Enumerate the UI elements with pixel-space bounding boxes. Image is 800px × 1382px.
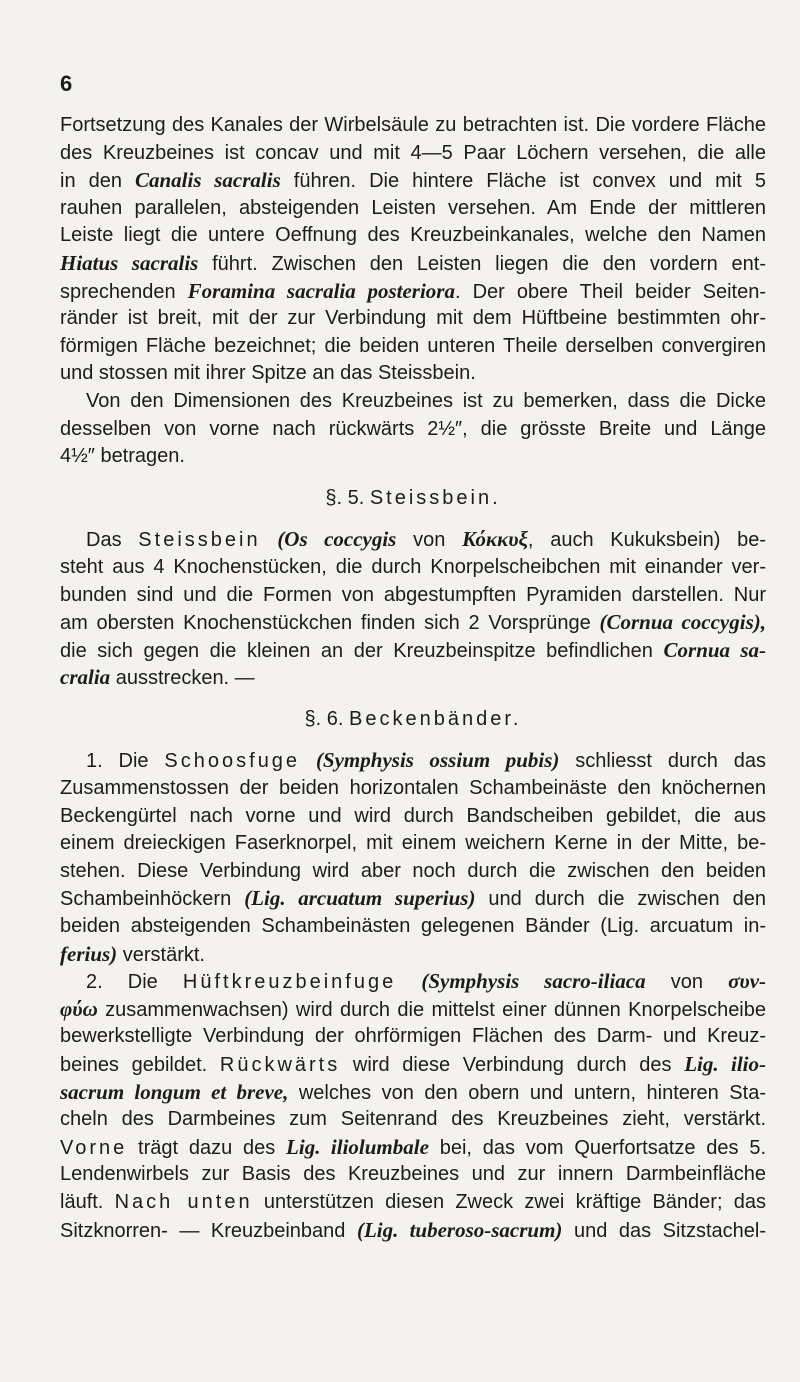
latin-term: (Lig. tuberoso-sacrum) [356,1217,563,1242]
paragraph-sacroiliac-joint [60,968,766,1244]
latin-term: cralia [60,665,111,690]
text-line: die sich gegen die kleinen an der Kreuzbeinspitze befindlichen Cornua sa- [60,637,767,662]
text-line: stehen. Diese Verbindung wird aber noch durch die zwischen den beiden [60,859,766,882]
greek-term: συν- [728,969,767,994]
page-number: 6 [60,71,73,96]
page-body [60,112,766,1244]
text-line: cralia ausstrecken. — [60,665,255,690]
text-line: Das Steissbein (Os coccygis von Κόκκυξ, auch Kukuksbein) be- [86,527,767,552]
latin-term: Cornua sa- [663,637,767,662]
latin-term: (Os coccygis [277,527,397,552]
text-line: desselben von vorne nach rückwärts 2½″, die grösste Breite und Länge [60,417,766,440]
text-line: sacrum longum et breve, welches von den obern und untern, hinteren Sta- [60,1079,766,1104]
text-line: ferius) verstärkt. [60,941,205,966]
text-line: Sitzknorren- — Kreuzbeinband (Lig. tuberoso-sacrum) und das Sitzstachel- [60,1217,767,1242]
text-line: steht aus 4 Knochenstücken, die durch Knorpelscheibchen mit einander ver- [60,555,766,578]
latin-term: sacrum longum et breve, [60,1079,289,1104]
text-line: am obersten Knochenstückchen finden sich 2 Vorsprünge (Cornua coccygis), [60,610,766,635]
text-line: rauhen parallelen, absteigenden Leisten versehen. Am Ende der mittleren [60,196,766,219]
text-line: des Kreuzbeines ist concav und mit 4—5 Paar Löchern versehen, die alle [60,141,766,164]
greek-term: Κόκκυξ [462,527,528,552]
paragraph-sacrum-dimensions [60,388,766,471]
text-line: sprechenden Foramina sacralia posteriora. Der obere Theil beider Seiten- [60,278,766,303]
paragraph-coccyx [60,526,766,692]
text-line: bunden sind und die Formen von abgestumpften Pyramiden darstellen. Nur [60,583,766,606]
latin-term: ferius) [60,941,118,966]
section-heading-5: §. 5. Steissbein. [325,486,501,509]
latin-term: Canalis sacralis [135,168,281,193]
text-line: förmigen Fläche bezeichnet; die beiden unteren Theile derselben convergiren [60,334,766,357]
latin-term: Lig. ilio- [684,1052,766,1076]
text-line: Leiste liegt die untere Oeffnung des Kreuzbeinkanales, welche den Namen [60,224,766,247]
text-line: cheln des Darmbeines zum Seitenrand des Kreuzbeines zieht, verstärkt. [60,1108,766,1131]
latin-term: Foramina sacralia posteriora [187,278,455,303]
text-line: einem dreieckigen Faserknorpel, mit einem weichern Kerne in der Mitte, be- [60,832,766,855]
text-line: ränder ist breit, mit der zur Verbindung mit dem Hüftbeine bestimmten ohr- [60,307,766,330]
section-title: Steissbein. [369,486,501,509]
text-line: Lendenwirbels zur Basis des Kreuzbeines und zur innern Darmbeinfläche [60,1163,766,1186]
text-line: Zusammenstossen der beiden horizontalen Schambeinäste den knöchernen [60,777,766,800]
text-line: beiden absteigenden Schambeinästen gelegenen Bänder (Lig. arcuatum in- [60,915,766,938]
text-line: Von den Dimensionen des Kreuzbeines ist zu bemerken, dass die Dicke [86,389,766,412]
latin-term: (Lig. arcuatum superius) [244,886,476,911]
text-line: Vorne trägt dazu des Lig. iliolumbale bei, das vom Querfortsatze des 5. [60,1134,766,1159]
text-line: bewerkstelligte Verbindung der ohrförmigen Flächen des Darm- und Kreuz- [60,1025,766,1048]
latin-term: (Symphysis ossium pubis) [315,748,560,773]
latin-term: Hiatus sacralis [60,250,199,275]
text-line: Schambeinhöckern (Lig. arcuatum superius) und durch die zwischen den [60,886,767,911]
text-line: Beckengürtel nach vorne und wird durch Bandscheiben gebildet, die aus [60,804,766,827]
text-line: Fortsetzung des Kanales der Wirbelsäule zu betrachten ist. Die vordere Fläche [60,114,766,136]
greek-term: φύω [60,996,98,1021]
text-line: Hiatus sacralis führt. Zwischen den Leisten liegen die den vordern ent- [60,250,766,275]
latin-term: Lig. iliolumbale [286,1134,429,1159]
text-line: beines gebildet. Rückwärts wird diese Verbindung durch des Lig. ilio- [60,1052,766,1076]
section-heading-6: §. 6. Beckenbänder. [304,707,522,730]
section-title: Beckenbänder. [349,707,522,730]
paragraph-sacrum-description [60,112,766,388]
text-line: 2. Die Hüftkreuzbeinfuge (Symphysis sacro-iliaca von συν- [86,969,767,994]
paragraph-symphysis-pubis [60,747,766,968]
text-line: φύω zusammenwachsen) wird durch die mittelst einer dünnen Knorpelscheibe [60,996,766,1021]
text-line: in den Canalis sacralis führen. Die hintere Fläche ist convex und mit 5 [60,168,766,193]
latin-term: (Symphysis sacro-iliaca [421,969,646,994]
text-line: 1. Die Schoosfuge (Symphysis ossium pubis) schliesst durch das [86,748,766,773]
text-line: und stossen mit ihrer Spitze an das Steissbein. [60,362,476,385]
text-line: 4½″ betragen. [60,445,185,468]
latin-term: (Cornua coccygis), [599,610,766,635]
text-line: läuft. Nach unten unterstützen diesen Zweck zwei kräftige Bänder; das [60,1190,766,1213]
